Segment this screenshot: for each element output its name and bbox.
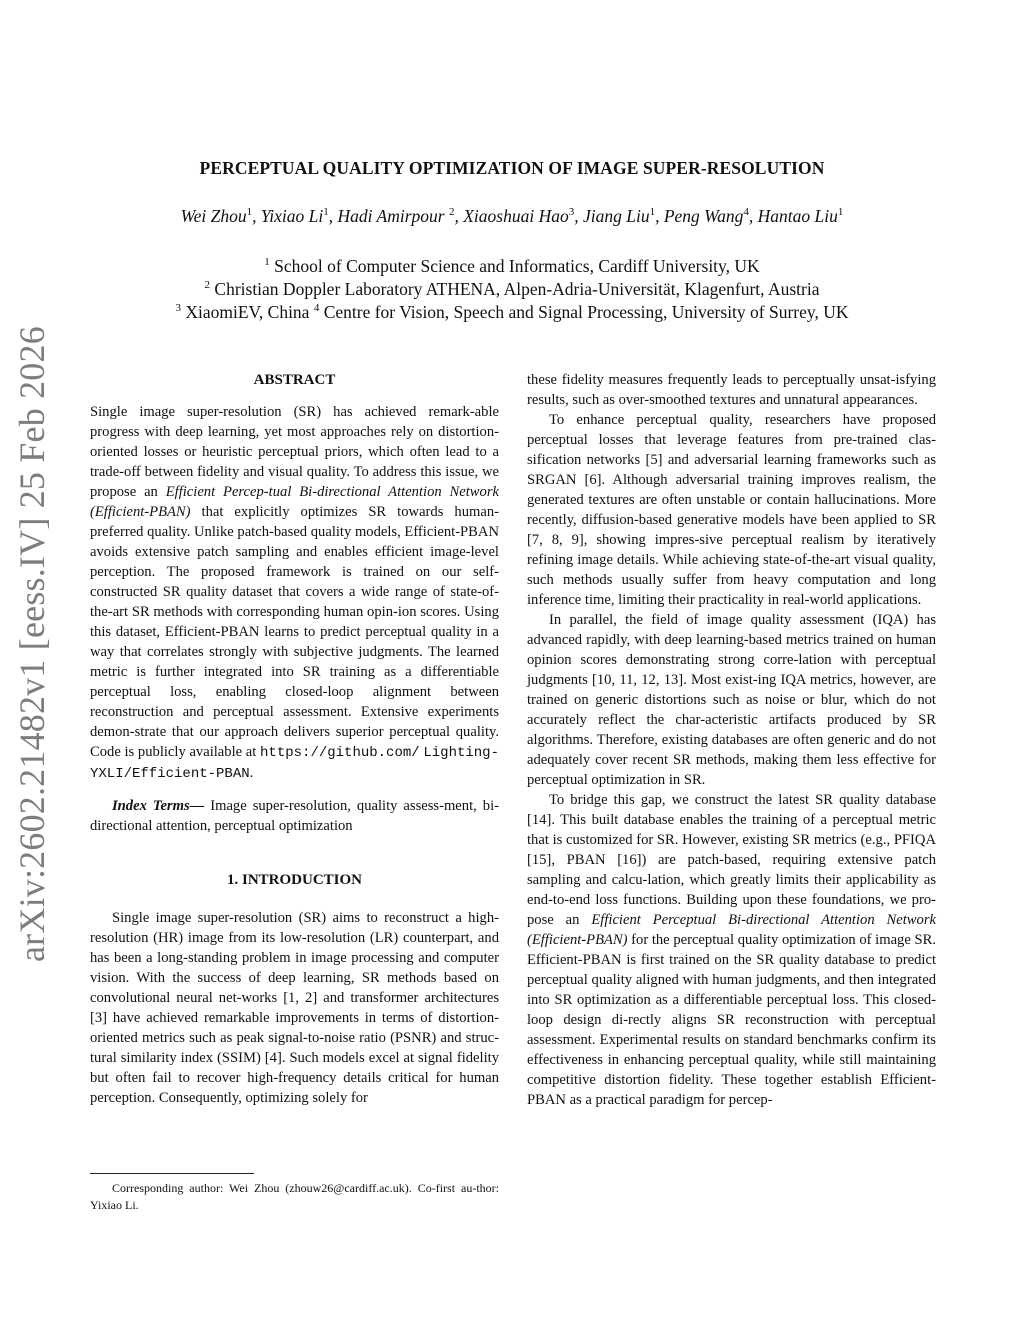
right-paragraph-0: these fidelity measures frequently leads to perceptually unsat-isfying results, such as over-smoothed textures and unnatural appearances.: [527, 372, 936, 408]
affiliation-2: [0, 279, 1024, 300]
affiliation-text: Centre for Vision, Speech and Signal Processing, University of Surrey, UK: [319, 302, 849, 322]
author-affiliation-marker: 1: [837, 206, 844, 219]
left-column: [90, 370, 499, 1108]
affiliation-text: Christian Doppler Laboratory ATHENA, Alpen-Adria-Universität, Klagenfurt, Austria: [210, 279, 820, 299]
author-affiliation-marker: 1: [246, 206, 253, 219]
index-terms: [90, 796, 499, 836]
intro-paragraph-1: Single image super-resolution (SR) aims to reconstruct a high-resolution (HR) image from its low-resolution (LR) counterpart, and has been a long-standing problem in image processing and computer vision. With the success of deep learning, SR methods based on convolutional neural net-works [1, 2] and transformer architectures [3] have achieved remarkable improvements in terms of distortion-oriented metrics such as peak signal-to-noise ratio (PSNR) and struc-tural similarity index (SSIM) [4]. Such models excel at signal fidelity but often fail to recover high-frequency details critical for human perception. Consequently, optimizing solely for: [90, 910, 499, 1106]
author-name: Xiaoshuai Hao: [463, 206, 569, 226]
author-affiliation-marker: 3: [568, 206, 575, 219]
right-paragraph-2: In parallel, the field of image quality assessment (IQA) has advanced rapidly, with deep learning-based metrics trained on human opinion scores demonstrating strong corre-lation with perceptual judgments [10, 11, 12, 13]. Most exist-ing IQA metrics, however, are trained on generic distortions such as noise or blur, which do not accurately reflect the char-acteristic artifacts produced by SR algorithms. Therefore, existing databases are often generic and do not adequately cover recent SR methods, making them less effective for perceptual optimization in SR.: [527, 612, 936, 788]
paragraph-text-part: for the perceptual quality optimization of image SR. Efficient-PBAN is first trained on the SR quality database to predict perceptual quality aligned with human judgments, and then integrated into SR optimization as a differentiable perceptual loss. This closed-loop design di-rectly aligns SR reconstruction with perceptual assessment. Experimental results on standard benchmarks confirm its effectiveness in enhancing perceptual quality, while still maintaining competitive distortion fidelity. These together establish Efficient-PBAN as a practical paradigm for percep-: [527, 932, 936, 1108]
affiliation-marker: 4: [313, 302, 320, 315]
right-column: [527, 370, 936, 1110]
footnote-text: Corresponding author: Wei Zhou (zhouw26@cardiff.ac.uk). Co-first au-thor: Yixiao Li.: [90, 1181, 499, 1212]
author-affiliation-marker: 1: [649, 206, 656, 219]
model-name-italic: Efficient Perceptual Bi-directional Attention Network (Efficient-PBAN): [527, 912, 936, 948]
author-name: Peng Wang: [663, 206, 744, 226]
author-affiliation-marker: 1: [323, 206, 329, 219]
abstract-text-part: .: [249, 765, 254, 781]
code-url-line2[interactable]: Lighting-YXLI/Efficient-PBAN: [90, 745, 499, 782]
model-name-italic: Efficient Percep-tual Bi-directional Attention Network (Efficient-PBAN): [90, 484, 499, 520]
affiliation-marker: 2: [204, 279, 211, 292]
index-terms-text: Image super-resolution, quality assess-ment, bi-directional attention, perceptual optimization: [90, 798, 499, 834]
author-list: Wei Zhou$^1$, Yixiao Li$^1$, Hadi Amirpour $^2$, Xiaoshuai Hao$^3$, Jiang Liu$^1$, Peng Wang$^4$, Hantao Liu$^1$: [180, 206, 844, 226]
author-name: Yixiao Li: [260, 206, 324, 226]
abstract-text-part: that explicitly optimizes SR towards human-preferred quality. Unlike patch-based quality models, Efficient-PBAN avoids extensive patch sampling and enables efficient image-level perception. The proposed framework is trained on our self-constructed SR quality dataset that covers a wide range of state-of-the-art SR methods with corresponding human opin-ion scores. Using this dataset, Efficient-PBAN learns to predict perceptual quality in a way that correlates strongly with subjective judgments. The learned metric is further integrated into SR training as a differentiable perceptual loss, enabling closed-loop alignment between reconstruction and perceptual assessment. Extensive experiments demon-strate that our approach delivers superior perceptual quality. Code is publicly available at: [90, 504, 499, 760]
abstract-heading: ABSTRACT: [253, 372, 336, 388]
author-affiliation-marker: 4: [743, 206, 749, 219]
author-name: Jiang Liu: [582, 206, 650, 226]
affiliation-marker: 1: [264, 256, 270, 269]
author-name: Hadi Amirpour: [337, 206, 449, 226]
author-name: Wei Zhou: [180, 206, 247, 226]
footnote: [90, 1180, 499, 1214]
code-url-line1[interactable]: https://github.com/: [260, 745, 420, 761]
paper-title: PERCEPTUAL QUALITY OPTIMIZATION OF IMAGE SUPER-RESOLUTION: [199, 158, 825, 178]
author-affiliation-marker: 2: [448, 206, 455, 219]
affiliation-1: [0, 256, 1024, 277]
index-terms-label: Index Terms—: [112, 798, 205, 814]
author-name: Hantao Liu: [757, 206, 838, 226]
affiliation-marker: 3: [175, 302, 181, 315]
abstract-text: [90, 402, 499, 784]
right-paragraph-3: [527, 790, 936, 1110]
paragraph-text-part: To bridge this gap, we construct the latest SR quality database [14]. This built database enables the training of a perceptual metric that is customized for SR. However, existing SR metrics (e.g., PFIQA [15], PBAN [16]) are patch-based, requiring extensive patch sampling and calcu-lation, which greatly limits their applicability as end-to-end loss functions. Building upon these foundations, we pro-pose an: [527, 792, 936, 928]
intro-heading: 1. INTRODUCTION: [226, 872, 362, 888]
affiliation-text: School of Computer Science and Informatics, Cardiff University, UK: [269, 256, 760, 276]
footnote-rule: [90, 1173, 254, 1174]
right-paragraph-1: To enhance perceptual quality, researchers have proposed perceptual losses that leverage features from pre-trained clas-sification networks [5] and adversarial learning frameworks such as SRGAN [6]. Although adversarial training improves realism, the generated textures are often unstable or contain hallucinations. More recently, diffusion-based generative models have been applied to SR [7, 8, 9], showing impres-sive perceptual realism by iteratively refining image details. While achieving state-of-the-art visual quality, such methods usually suffer from heavy computation and long inference time, limiting their practicality in real-world applications.: [527, 412, 936, 608]
arxiv-side-stamp: arXiv:2602.21482v1 [eess.IV] 25 Feb 2026: [12, 326, 52, 962]
abstract-text-part: Single image super-resolution (SR) has achieved remark-able progress with deep learning, yet most approaches rely on distortion-oriented losses or heuristic perceptual priors, which often lead to a trade-off between fidelity and visual quality. To address this issue, we propose an: [90, 404, 499, 500]
affiliation-text: XiaomiEV, China: [180, 302, 314, 322]
affiliation-3-4: [0, 302, 1024, 323]
